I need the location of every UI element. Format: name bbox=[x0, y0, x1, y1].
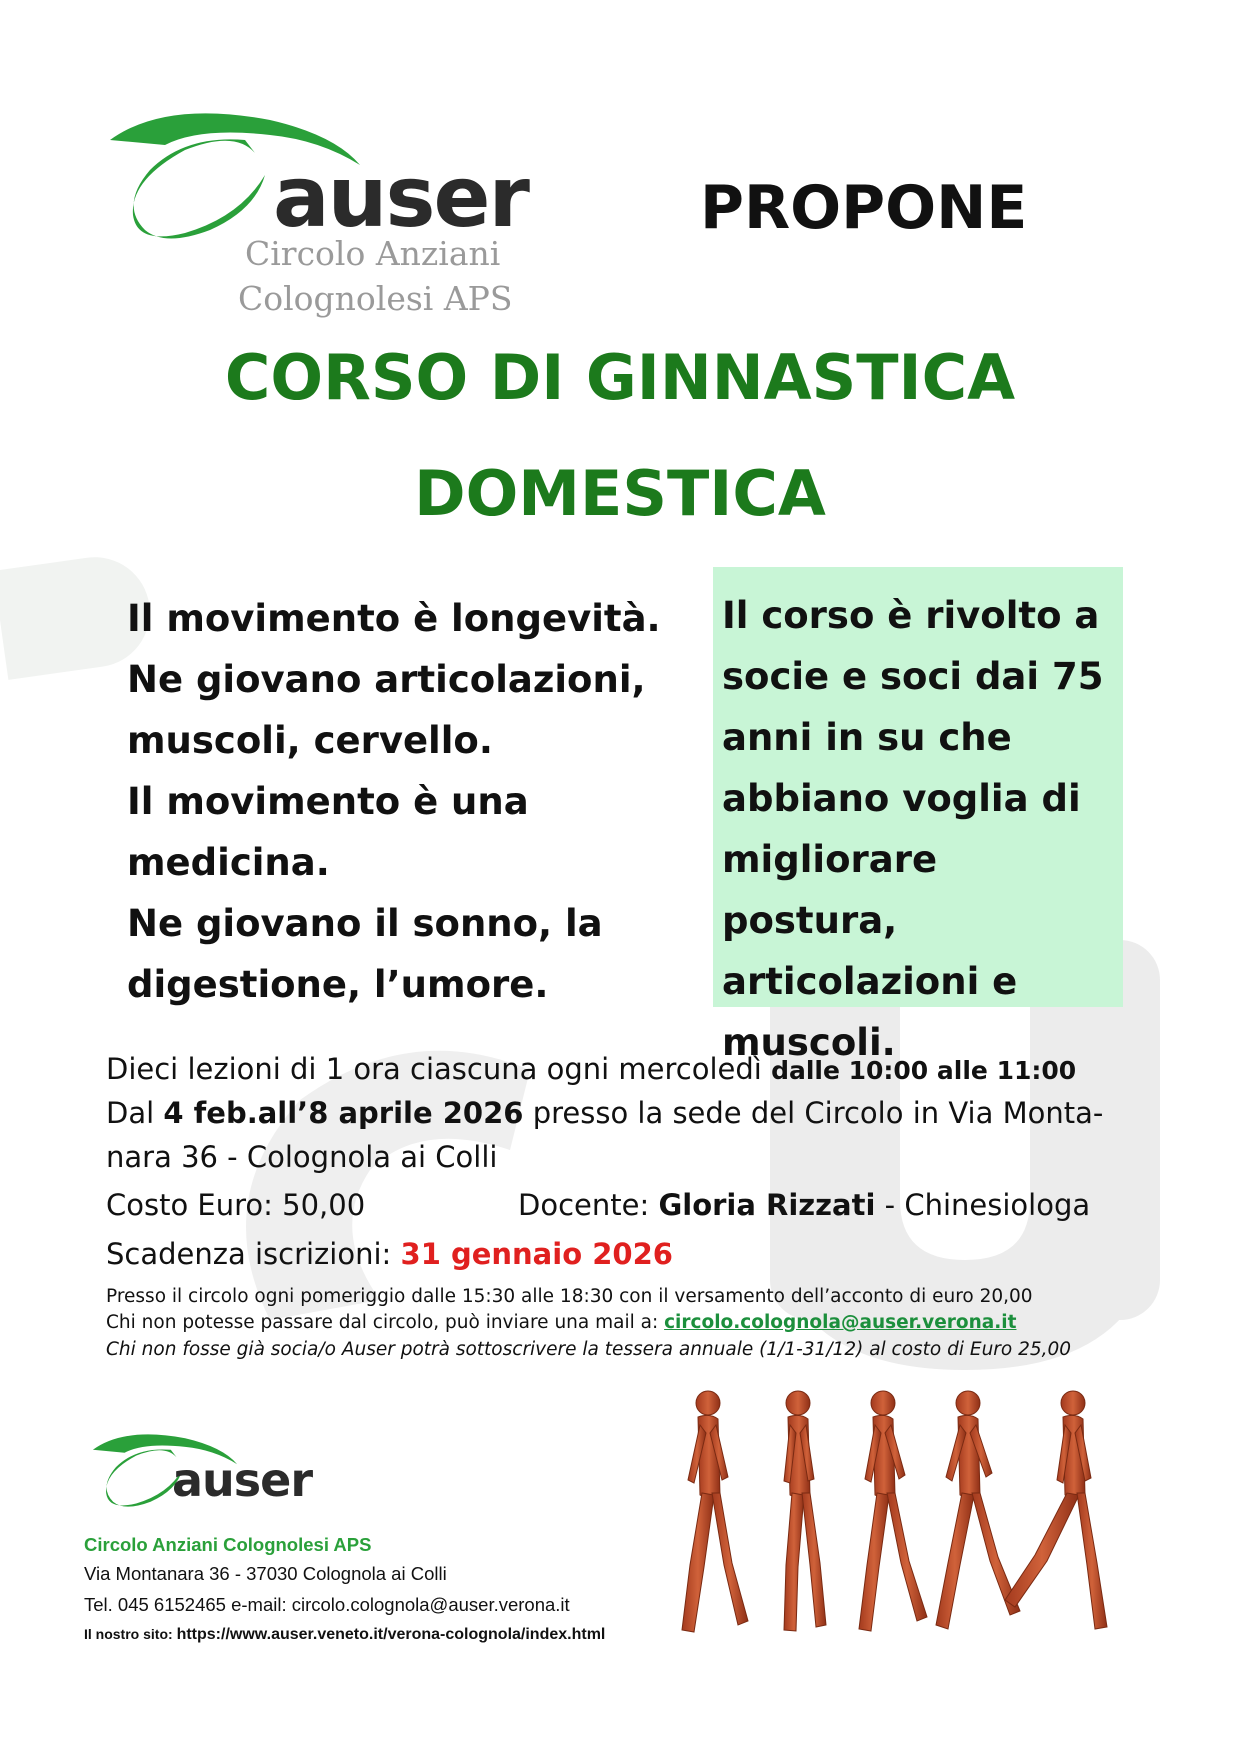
walking-figure bbox=[859, 1391, 927, 1631]
teacher-label: Docente: bbox=[518, 1188, 650, 1222]
teacher-line bbox=[518, 1188, 1091, 1222]
footer-logo-wordmark: auser bbox=[172, 1453, 313, 1507]
note-payment: Presso il circolo ogni pomeriggio dalle 15:30 alle 18:30 con il versamento dell’acconto di euro 20,00 bbox=[106, 1286, 1033, 1307]
propone-heading: PROPONE bbox=[700, 173, 1028, 243]
dates-prefix: Dal bbox=[106, 1096, 155, 1130]
deadline-date: 31 gennaio 2026 bbox=[400, 1237, 673, 1271]
logo-wordmark: auser bbox=[273, 148, 528, 246]
auser-logo bbox=[105, 105, 528, 318]
dates-line bbox=[106, 1096, 1104, 1130]
note-email bbox=[106, 1314, 1017, 1333]
logo-subtitle-line1: Circolo Anziani bbox=[245, 234, 501, 273]
dates-location: presso la sede del Circolo in Via Monta- bbox=[532, 1096, 1104, 1130]
deadline-line bbox=[106, 1237, 673, 1271]
note-email-text: Chi non potesse passare dal circolo, può inviare una mail a: bbox=[106, 1312, 659, 1333]
course-title-line2: DOMESTICA bbox=[414, 457, 826, 530]
target-audience-box bbox=[713, 567, 1123, 1064]
footer-site-label: Il nostro sito: bbox=[84, 1626, 173, 1642]
teacher-role: - Chinesiologa bbox=[884, 1188, 1091, 1222]
address-line: nara 36 - Colognola ai Colli bbox=[106, 1140, 498, 1174]
benefits-text bbox=[127, 588, 667, 1015]
walking-figure bbox=[936, 1391, 1020, 1629]
footer-auser-logo bbox=[90, 1420, 315, 1535]
target-audience-text: Il corso è rivolto a socie e soci dai 75 anni in su che abbiano voglia di migliorare postura, articolazioni e muscoli. bbox=[722, 594, 1104, 1064]
logo-subtitle-line2: Colognolesi APS bbox=[238, 279, 513, 318]
note-membership: Chi non fosse già socia/o Auser potrà sottoscrivere la tessera annuale (1/1-31/12) al costo di Euro 25,00 bbox=[106, 1339, 1072, 1360]
footer-site bbox=[84, 1627, 605, 1643]
dates-range: 4 feb.all’8 aprile 2026 bbox=[163, 1096, 524, 1130]
course-title-line1: CORSO DI GINNASTICA bbox=[224, 341, 1016, 414]
benefit-line: Il movimento è longevità. bbox=[127, 597, 661, 640]
footer-address: Via Montanara 36 - 37030 Colognola ai Colli bbox=[84, 1563, 447, 1584]
email-link[interactable]: circolo.colognola@auser.verona.it bbox=[664, 1312, 1017, 1333]
footer-site-url[interactable]: https://www.auser.veneto.it/verona-colognola/index.html bbox=[176, 1626, 606, 1643]
teacher-name: Gloria Rizzati bbox=[658, 1188, 876, 1222]
walking-figure bbox=[1005, 1391, 1107, 1629]
cost-text: Costo Euro: 50,00 bbox=[106, 1188, 366, 1222]
footer-org-name: Circolo Anziani Colognolesi APS bbox=[84, 1534, 372, 1555]
walking-figure bbox=[682, 1391, 748, 1632]
benefit-line: Ne giovano il sonno, la digestione, l’umore. bbox=[127, 902, 603, 1006]
walking-figures-illustration bbox=[650, 1385, 1160, 1650]
lessons-text: Dieci lezioni di 1 ora ciascuna ogni mercoledì bbox=[106, 1052, 762, 1086]
benefit-line: Ne giovano articolazioni, muscoli, cervello. bbox=[127, 658, 646, 762]
deadline-label: Scadenza iscrizioni: bbox=[106, 1237, 392, 1271]
lessons-time: dalle 10:00 alle 11:00 bbox=[771, 1056, 1077, 1085]
lessons-line bbox=[106, 1052, 1077, 1086]
walking-figure bbox=[784, 1391, 826, 1631]
benefit-line: Il movimento è una medicina. bbox=[127, 780, 529, 884]
footer-contact: Tel. 045 6152465 e-mail: circolo.colognola@auser.verona.it bbox=[84, 1594, 570, 1615]
